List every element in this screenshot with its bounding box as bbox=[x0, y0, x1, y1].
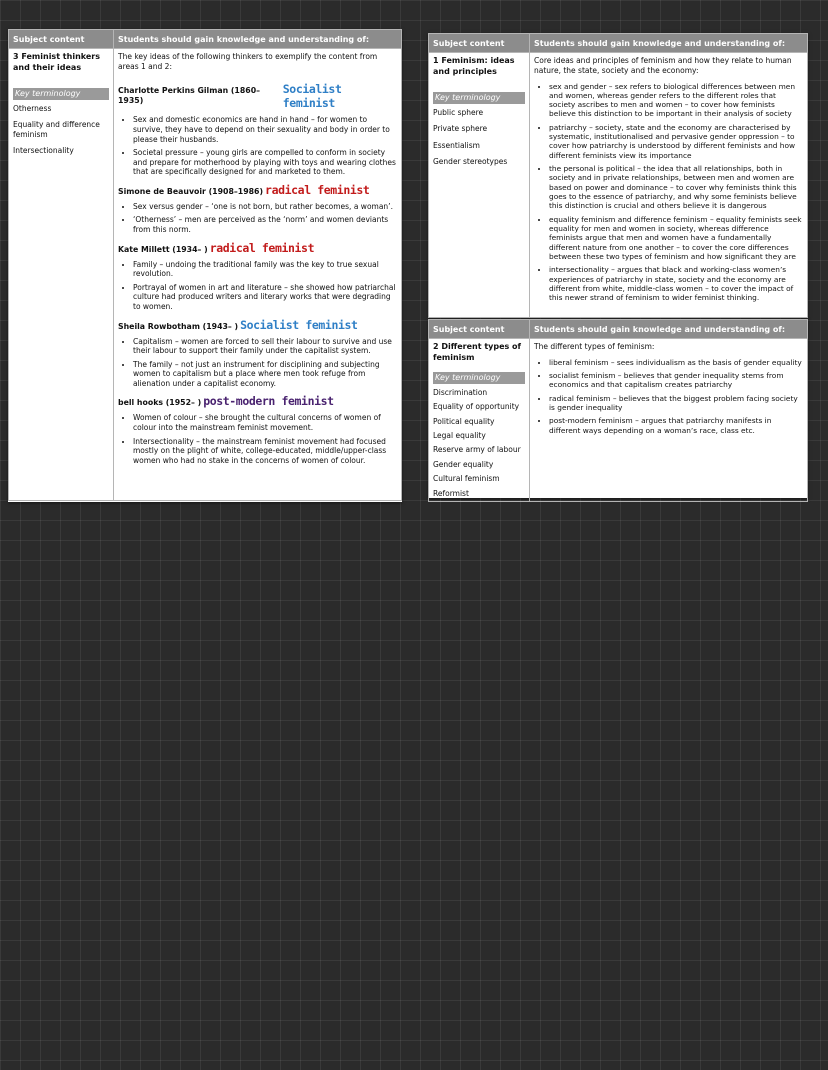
ideas-principles-table bbox=[428, 33, 808, 318]
thinker-heading bbox=[118, 318, 397, 333]
bullet-point: • liberal feminism – sees individualism as the basis of gender equality bbox=[549, 358, 803, 367]
handwritten-tag: radical feminist bbox=[209, 240, 315, 255]
bullet-point: • radical feminism – believes that the biggest problem facing society is gender inequality bbox=[549, 394, 803, 413]
term-item: Discrimination bbox=[433, 387, 488, 397]
thinker-heading bbox=[118, 183, 397, 198]
subject-column bbox=[9, 49, 114, 501]
bullet-point: • Women of colour – she brought the cultural concerns of women of colour into the mainstream feminist movement. bbox=[133, 413, 397, 432]
thinker-points bbox=[118, 337, 397, 389]
thinkers-card bbox=[8, 29, 402, 502]
ideas-principles-card bbox=[428, 33, 808, 317]
term-item: Legal equality bbox=[433, 431, 486, 441]
handwritten-tag: post-modern feminist bbox=[203, 394, 334, 409]
term-item: Essentialism bbox=[433, 140, 480, 150]
term-item: Gender equality bbox=[433, 459, 494, 469]
header-students-gain: Students should gain knowledge and understanding of: bbox=[114, 30, 402, 49]
key-terminology-label: Key terminology bbox=[433, 372, 525, 384]
term-item: Equality and difference feminism bbox=[13, 120, 100, 139]
handwritten-tag: radical feminist bbox=[265, 182, 370, 197]
types-feminism-table bbox=[428, 319, 808, 502]
bullet-point: • ‘Otherness’ – men are perceived as the ‘norm’ and women deviants from this norm. bbox=[133, 215, 397, 234]
thinker-heading bbox=[118, 394, 397, 409]
term-item: Political equality bbox=[433, 416, 495, 426]
bullet-point: • the personal is political – the idea that all relationships, both in society and in private relationships, between men and women are based on power and dominance – to cover why feminists think this goes to the essence of patriarchy, and why some feminists believe this distinction is crucial and others believe it is dangerous bbox=[549, 164, 803, 211]
bullet-point: • socialist feminism – believes that gender inequality stems from economics and that capitalism creates patriarchy bbox=[549, 371, 803, 390]
term-item: Otherness bbox=[13, 103, 52, 113]
bullet-point: • The family – not just an instrument for disciplining and subjecting women to capitalism but a place where men took refuge from alienation under a capitalist economy. bbox=[133, 360, 397, 389]
bullet-point: • Societal pressure – young girls are compelled to conform in society and prepare for motherhood by playing with toys and wearing clothes that are specifically designed for and marketed to them. bbox=[133, 148, 397, 177]
term-item: Intersectionality bbox=[13, 146, 74, 156]
term-item: Equality of opportunity bbox=[433, 402, 520, 412]
intro-text: The different types of feminism: bbox=[534, 342, 655, 351]
term-item: Public sphere bbox=[433, 107, 484, 117]
term-item: Private sphere bbox=[433, 124, 488, 134]
thinker-name: Charlotte Perkins Gilman (1860–1935) bbox=[118, 85, 261, 105]
bullet-point: • patriarchy – society, state and the economy are characterised by systematic, institutionalised and pervasive gender oppression – to cover how patriarchy is understood by different feminists and how different feminists view its importance bbox=[549, 123, 803, 160]
thinker-points bbox=[118, 413, 397, 465]
key-terminology-label: Key terminology bbox=[433, 92, 525, 104]
thinker-points bbox=[118, 260, 397, 312]
bullet-point: • intersectionality – argues that black and working-class women’s experiences of patriarchy in state, society and the economy are different from white, middle-class women – to cover the impact of this newer strand of feminism to wider feminist thinking. bbox=[549, 265, 803, 302]
header-students-gain: Students should gain knowledge and understanding of: bbox=[530, 320, 808, 339]
types-points bbox=[534, 358, 803, 435]
handwritten-tag: Socialist feminist bbox=[240, 317, 358, 332]
bullet-point: • equality feminism and difference feminism – equality feminists seek equality for men and women in society, whereas difference feminists argue that men and women have a fundamentally different nature from one another – to cover the core differences between these two types of feminism and how significant they are bbox=[549, 215, 803, 262]
thinker-points bbox=[118, 202, 397, 235]
topic-title: 2 Different types of feminism bbox=[433, 342, 522, 362]
topic-title: 1 Feminism: ideas and principles bbox=[433, 56, 515, 76]
thinker-name: Kate Millett (1934– ) bbox=[118, 244, 208, 254]
subject-column bbox=[429, 53, 530, 318]
content-column bbox=[114, 49, 402, 501]
types-feminism-card bbox=[428, 319, 808, 498]
thinker-heading bbox=[118, 82, 397, 112]
thinker-name: Simone de Beauvoir (1908–1986) bbox=[118, 186, 264, 196]
header-subject-content: Subject content bbox=[429, 320, 530, 339]
thinker-heading bbox=[118, 241, 397, 256]
header-subject-content: Subject content bbox=[429, 34, 530, 53]
header-subject-content: Subject content bbox=[9, 30, 114, 49]
bullet-point: • Portrayal of women in art and literature – she showed how patriarchal culture had produced writers and literary works that were degrading to women. bbox=[133, 283, 397, 312]
term-item: Cultural feminism bbox=[433, 474, 500, 484]
bullet-point: • Sex versus gender – ‘one is not born, but rather becomes, a woman’. bbox=[133, 202, 397, 212]
topic-title: 3 Feminist thinkers and their ideas bbox=[13, 52, 100, 72]
thinkers-table bbox=[8, 29, 402, 501]
thinker-name: bell hooks (1952– ) bbox=[118, 398, 202, 408]
content-column bbox=[530, 339, 808, 502]
core-points bbox=[534, 82, 803, 303]
bullet-point: • Capitalism – women are forced to sell their labour to survive and use their labour to support their family under the capitalist system. bbox=[133, 337, 397, 356]
term-item: Gender stereotypes bbox=[433, 157, 508, 167]
content-column bbox=[530, 53, 808, 318]
bullet-point: • post-modern feminism – argues that patriarchy manifests in different ways depending on a woman’s race, class etc. bbox=[549, 416, 803, 435]
handwritten-tag: Socialist feminist bbox=[282, 81, 342, 111]
subject-column bbox=[429, 339, 530, 502]
bullet-point: • sex and gender – sex refers to biological differences between men and women, whereas gender refers to the different roles that society ascribes to men and women – to cover how feminists believe this distinction to be important in their analysis of society bbox=[549, 82, 803, 119]
term-item: Reformist bbox=[433, 488, 469, 498]
intro-text: The key ideas of the following thinkers to exemplify the content from areas 1 and 2: bbox=[118, 52, 378, 71]
bullet-point: • Family – undoing the traditional family was the key to true sexual revolution. bbox=[133, 260, 397, 279]
bullet-point: • Intersectionality – the mainstream feminist movement had focused mostly on the plight of white, college-educated, middle/upper-class women who had no stake in the concerns of women of colour. bbox=[133, 437, 397, 466]
intro-text: Core ideas and principles of feminism and how they relate to human nature, the state, society and the economy: bbox=[534, 56, 792, 75]
bullet-point: • Sex and domestic economics are hand in hand – for women to survive, they have to depend on their sexuality and body in order to please their husbands. bbox=[133, 115, 397, 144]
thinker-name: Sheila Rowbotham (1943– ) bbox=[118, 321, 239, 331]
thinker-points bbox=[118, 115, 397, 177]
header-students-gain: Students should gain knowledge and understanding of: bbox=[530, 34, 808, 53]
term-item: Reserve army of labour bbox=[433, 445, 521, 455]
key-terminology-label: Key terminology bbox=[13, 88, 109, 100]
